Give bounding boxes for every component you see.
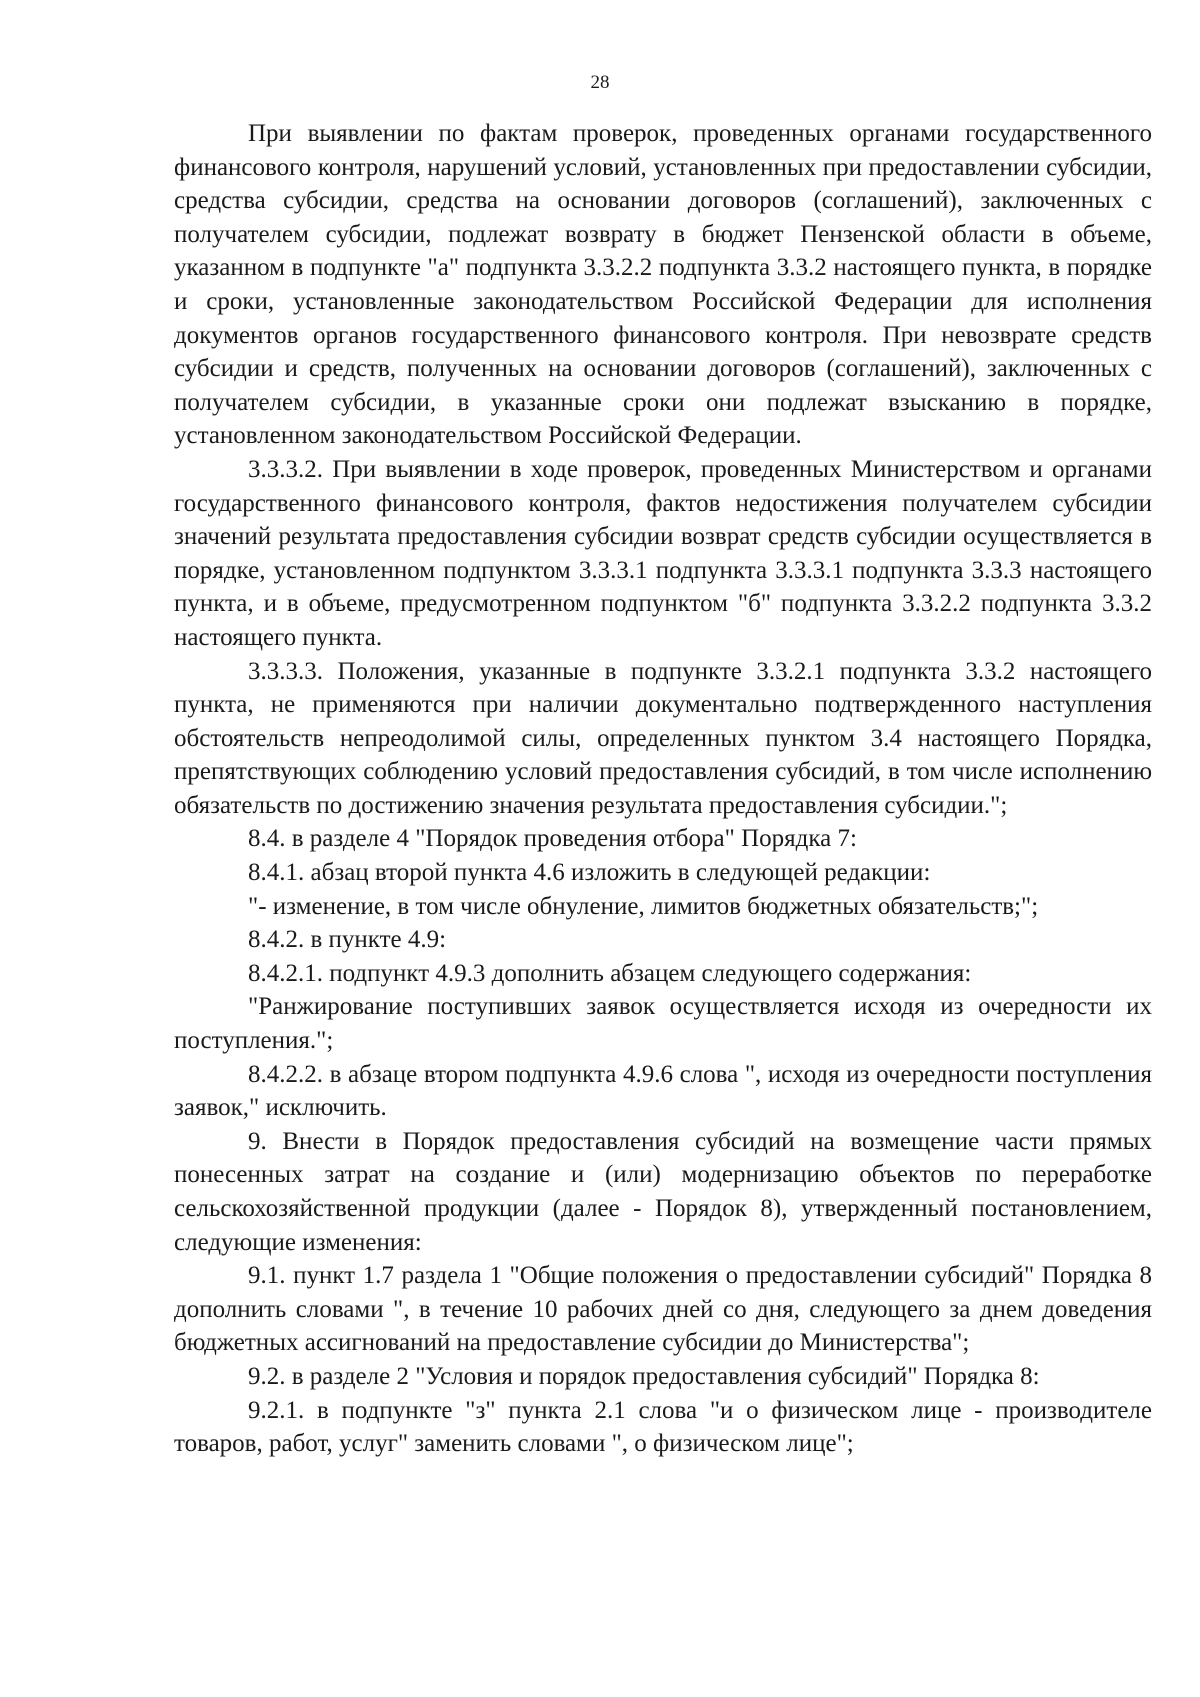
paragraph-9: 9. Внести в Порядок предоставления субсидий на возмещение части прямых понесенных затрат на создание и (или) модернизацию объектов по переработке сельскохозяйственной продукции (далее - Порядок 8), утвержденный постановлением, следующие изменения: (174, 1127, 1152, 1256)
paragraph-9-2: 9.2. в разделе 2 "Условия и порядок предоставления субсидий" Порядка 8: (248, 1362, 1040, 1390)
paragraph-3-3-3-3: 3.3.3.3. Положения, указанные в подпункте 3.3.2.1 подпункта 3.3.2 настоящего пункта, не применяются при наличии документально подтвержденного наступления обстоятельств непреодолимой силы, определенных пунктом 3.4 настоящего Порядка, препятствующих соблюдению условий предоставления субсидий, в том числе исполнению обязательств по достижению значения результата предоставления субсидии."; (174, 657, 1152, 819)
paragraph-3-3-3-2: 3.3.3.2. При выявлении в ходе проверок, проведенных Министерством и органами государственного финансового контроля, фактов недостижения получателем субсидии значений результата предоставления субсидии возврат средств субсидии осуществляется в порядке, установленном подпунктом 3.3.3.1 подпункта 3.3.3.1 подпункта 3.3.3 настоящего пункта, и в объеме, предусмотренном подпунктом "б" подпункта 3.3.2.2 подпункта 3.3.2 настоящего пункта. (174, 455, 1152, 651)
paragraph-8-4-2-2: 8.4.2.2. в абзаце втором подпункта 4.9.6 слова ", исходя из очередности поступления заявок," исключить. (174, 1060, 1152, 1122)
paragraph-8-4-2: 8.4.2. в пункте 4.9: (248, 926, 447, 954)
paragraph-8-4-2-1: 8.4.2.1. подпункт 4.9.3 дополнить абзацем следующего содержания: (248, 959, 972, 987)
paragraph-8-4-2-1-quote: "Ранжирование поступивших заявок осуществляется исходя из очередности их поступления."; (174, 993, 1152, 1055)
paragraph-8-4: 8.4. в разделе 4 "Порядок проведения отбора" Порядка 7: (248, 825, 857, 853)
paragraph-9-1: 9.1. пункт 1.7 раздела 1 "Общие положения о предоставлении субсидий" Порядка 8 дополнить словами ", в течение 10 рабочих дней со дня, следующего за днем доведения бюджетных ассигнований на предоставление субсидии до Министерства"; (174, 1262, 1152, 1357)
paragraph-8-4-1: 8.4.1. абзац второй пункта 4.6 изложить в следующей редакции: (248, 859, 931, 887)
paragraph-8-4-1-quote: "- изменение, в том числе обнуление, лимитов бюджетных обязательств;"; (248, 892, 1039, 920)
paragraph-violation-return: При выявлении по фактам проверок, проведенных органами государственного финансового контроля, нарушений условий, установленных при предоставлении субсидии, средства субсидии, средства на основании договоров (соглашений), заключенных с получателем субсидии, подлежат возврату в бюджет Пензенской области в объеме, указанном в подпункте "а" подпункта 3.3.2.2 подпункта 3.3.2 настоящего пункта, в порядке и сроки, установленные законодательством Российской Федерации для исполнения документов органов государственного финансового контроля. При невозврате средств субсидии и средств, полученных на основании договоров (соглашений), заключенных с получателем субсидии, в указанные сроки они подлежат взысканию в порядке, установленном законодательством Российской Федерации. (174, 120, 1152, 450)
page-number: 28 (590, 72, 610, 93)
document-body (174, 117, 1152, 1461)
paragraph-9-2-1: 9.2.1. в подпункте "з" пункта 2.1 слова "и о физическом лице - производителе товаров, работ, услуг" заменить словами ", о физическом лице"; (174, 1396, 1152, 1458)
